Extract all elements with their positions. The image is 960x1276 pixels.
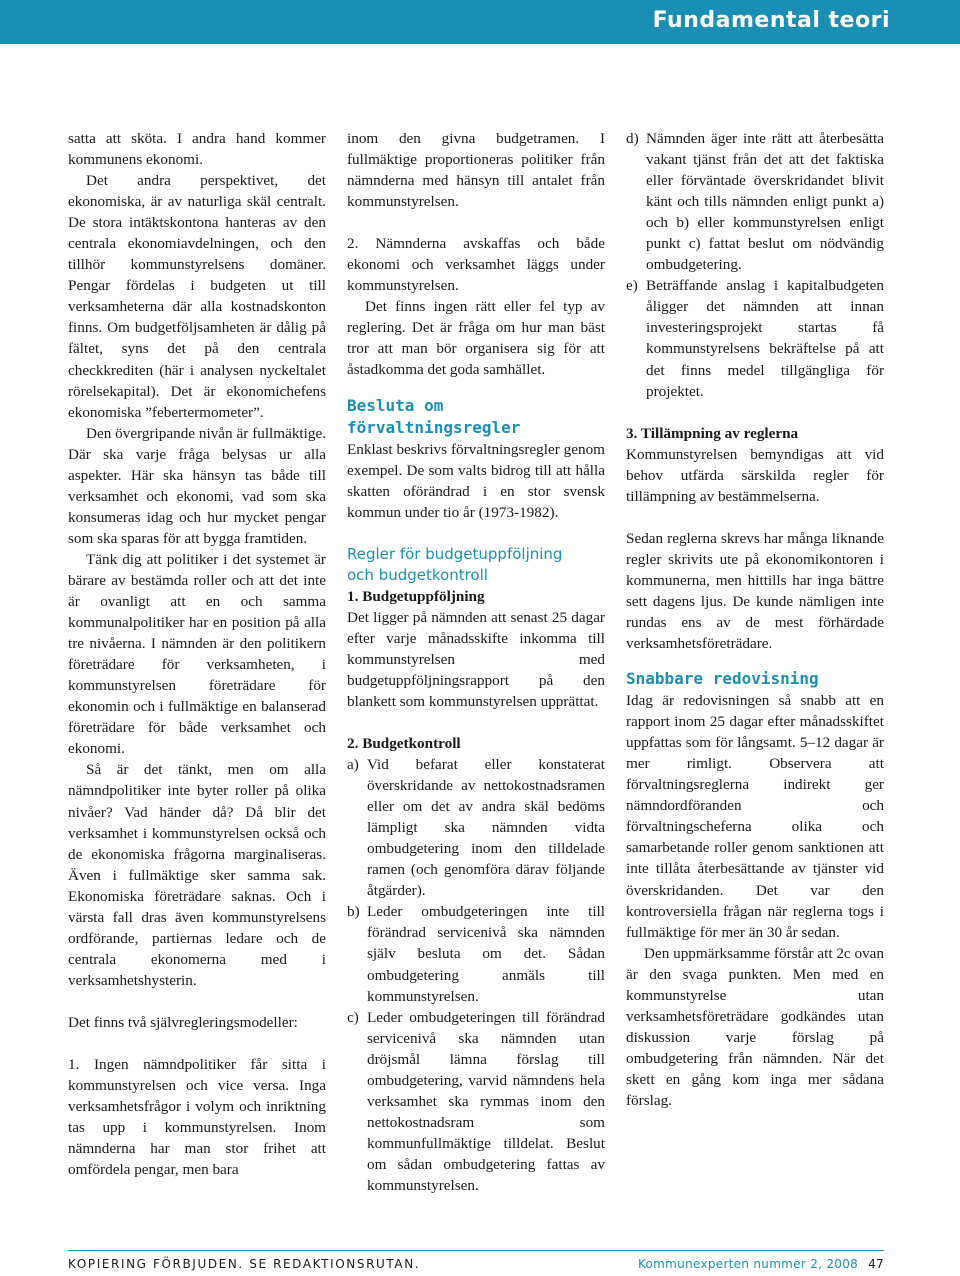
copyright-notice: KOPIERING FÖRBJUDEN. SE REDAKTIONSRUTAN.: [68, 1257, 421, 1271]
paragraph: Tänk dig att politiker i det systemet är bärare av bestämda roller och att det inte är ovanligt att en och samma kommunalpolitiker har en position på alla tre nivåerna. I nämnden är den politikern företrädare för verksamheten, i kommunstyrelsen företrädare för ekonomin och i fullmäktige en balanserad företrädare för både verksamhet och ekonomi.: [68, 550, 326, 758]
list-item: [626, 275, 884, 401]
list-item-text: Nämnden äger inte rätt att återbesätta vakant tjänst från det att det faktiska eller förväntade överskridandet blivit känt och tills nämnden enligt punkt a) och b) eller kommunstyrelsen enligt punkt c) fattat beslut om nödvändig ombudgetering.: [646, 130, 884, 274]
numbered-heading: 3. Tillämpning av reglerna: [626, 424, 799, 442]
paragraph: Det finns ingen rätt eller fel typ av reglering. Det är fråga om hur man bäst tror att man bör organisera sig för att åstadkomma det goda samhället.: [347, 298, 605, 379]
paragraph: Det andra perspektivet, det ekonomiska, är av naturliga skäl centralt. De stora intäktskontona hanteras av den centrala ekonomiavdelningen, och den tillhör kommunstyrelsens domäner. Pengar fördelas i budgeten ut till verksamheterna där alla kostnadskonton finns. Om budgetföljsamheten är dålig på fältet, syns det på den centrala checkkrediten (här i analysen nyckeltalet rörelsekapital). Det är ekonomichefens ekonomiska ”febertermometer”.: [68, 172, 326, 421]
list-marker: c): [347, 1008, 359, 1026]
paragraph: Enklast beskrivs förvaltningsregler genom exempel. De som valts bidrog till att hålla skatten oförändrad i en stor svensk kommun under tio år (1973-1982).: [347, 440, 605, 521]
publication-info: [638, 1256, 884, 1272]
list-item: [347, 1007, 605, 1196]
header-bar: [0, 0, 960, 44]
section-heading: Besluta om förvaltningsregler: [347, 395, 521, 437]
list-item: [626, 128, 884, 275]
list-item: [347, 901, 605, 1006]
text-column-2: [347, 128, 605, 1196]
subsection-heading: Regler för budgetuppföljning: [347, 544, 563, 563]
text-column-1: [68, 128, 326, 1180]
page-number: 47: [868, 1257, 884, 1271]
publication-name: Kommunexperten nummer 2, 2008: [637, 1257, 859, 1271]
text-column-3: [626, 128, 884, 1111]
paragraph: 2. Nämnderna avskaffas och både ekonomi och verksamhet läggs under kommunstyrelsen.: [347, 235, 605, 295]
paragraph: 1. Ingen nämndpolitiker får sitta i kommunstyrelsen och vice versa. Inga verksamhetsfrågor i volym och inriktning tas upp i kommunstyrelsen. Inom nämnderna har man stor frihet att omfördela pengar, men bara: [68, 1055, 326, 1179]
list-item: [347, 754, 605, 901]
list-marker: e): [626, 277, 638, 295]
paragraph: inom den givna budgetramen. I fullmäktige proportioneras politiker från nämnderna med hänsyn till antalet från kommunstyrelsen.: [347, 130, 605, 211]
paragraph: Idag är redovisningen så snabb att en rapport inom 25 dagar efter månadsskiftet uppfattas som för långsamt. 5–12 dagar är mer rimligt. Observera att förvaltningsreglerna indirekt ger nämndordföranden och förvaltningscheferna olika och samarbetande roller genom sanktionen att inte tillåta återbesättande av tjänster vid överskridanden. Det var den kontroversiella frågan när reglerna togs i fullmäktige för mer än 30 år sedan.: [626, 692, 884, 941]
numbered-heading: 1. Budgetuppföljning: [347, 587, 485, 605]
list-item-text: Vid befarat eller konstaterat överskridande av nettokostnadsramen eller om det av andra skäl bedöms lämpligt ska nämnden vidta ombudgetering inom den tilldelade ramen (och genomföra därav följande åtgärder).: [367, 756, 605, 900]
list-marker: d): [626, 130, 639, 147]
list-item-text: Beträffande anslag i kapitalbudgeten åligger det nämnden att innan investeringsprojekt startas få kommunstyrelsens bekräftelse på att det finns medel tillgängliga för projektet.: [646, 277, 884, 400]
paragraph: Den uppmärksamme förstår att 2c ovan är den svaga punkten. Men med en kommunstyrelse utan verksamhetsföreträdare godkändes utan diskussion varje förslag på ombudgetering från nämnden. När det skett en gång kom inga mer sådana förslag.: [626, 944, 884, 1109]
numbered-heading: 2. Budgetkontroll: [347, 734, 461, 752]
section-heading: Snabbare redovisning: [626, 669, 819, 689]
list-marker: a): [347, 756, 359, 774]
paragraph: Så är det tänkt, men om alla nämndpolitiker inte byter roller på olika nivåer? Vad händer då? Då blir det verksamhet i kommunstyrelsen också och de ekonomiska frågorna marginaliseras. Även i fullmäktige sker samma sak. Ekonomiska företrädare saknas. Och i värsta fall dras även kommunstyrelsens ordförande, partiernas ledare och de centrala ekonomerna med i verksamhetshysterin.: [68, 761, 326, 989]
paragraph: Det finns två självregleringsmodeller:: [68, 1013, 298, 1031]
list-item-text: Leder ombudgeteringen till förändrad servicenivå ska nämnden utan dröjsmål lämna förslag till ombudgetering, varvid nämndens hela verksamhet ska rymmas inom den nettokostnadsram som kommunfullmäktige tilldelat. Beslut om sådan ombudgetering fattas av kommunstyrelsen.: [367, 1008, 605, 1194]
subsection-heading: och budgetkontroll: [347, 565, 488, 584]
paragraph: Sedan reglerna skrevs har många liknande regler skrivits ute på ekonomikontoren i kommunerna, men hittills har inga bättre sett dagens ljus. De kunde nämligen inte rundas ens av de mest förhärdade verksamhetsföreträdare.: [626, 529, 884, 653]
list-marker: b): [347, 903, 360, 921]
paragraph: satta att sköta. I andra hand kommer kommunens ekonomi.: [68, 130, 326, 169]
paragraph: Den övergripande nivån är fullmäktige. Där ska varje fråga belysas ur alla aspekter. Här ska hänsyn tas både till verksamhet och ekonomi, vad som ska konsumeras idag och hur mycket pengar som ska sparas för att bygga framtiden.: [68, 424, 326, 547]
paragraph: Kommunstyrelsen bemyndigas att vid behov utfärda särskilda regler för tillämpning av bestämmelserna.: [626, 445, 884, 505]
section-title: Fundamental teori: [652, 8, 890, 33]
paragraph: Det ligger på nämnden att senast 25 dagar efter varje månadsskifte inkomma till kommunstyrelsen med budgetuppföljningsrapport på den blankett som kommunstyrelsen upprättat.: [347, 608, 605, 710]
footer-divider: [68, 1250, 884, 1251]
list-item-text: Leder ombudgeteringen inte till förändrad servicenivå ska nämnden själv besluta om det. Sådan ombudgetering anmäls till kommunstyrelsen.: [367, 903, 605, 1005]
